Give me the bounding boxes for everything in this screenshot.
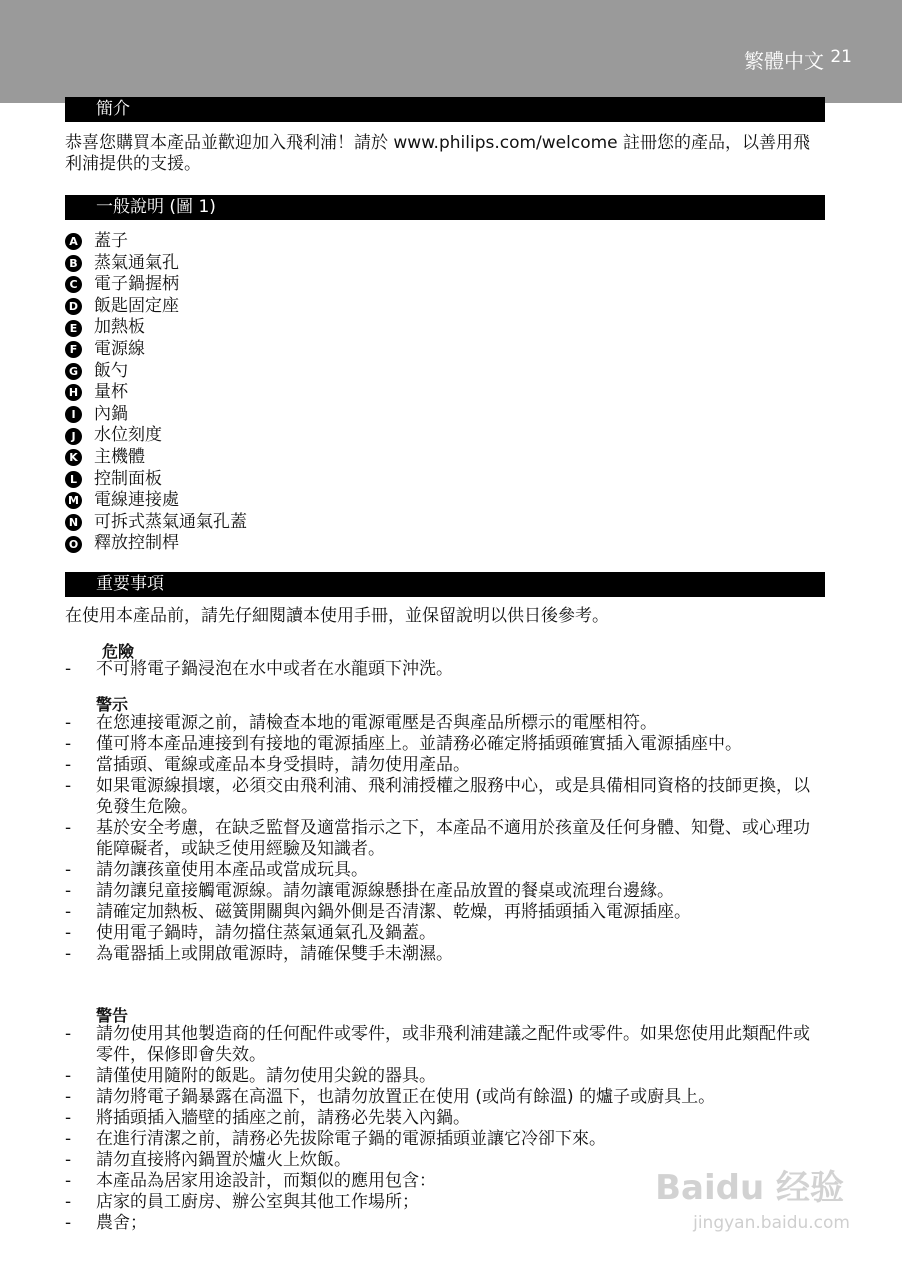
part-item (65, 469, 247, 491)
bullet-dash: - (65, 1087, 72, 1107)
bullet-text: 使用電子鍋時，請勿擋住蒸氣通氣孔及鍋蓋。 (96, 923, 436, 943)
part-label: 控制面板 (94, 468, 162, 489)
bullet-dash: - (65, 1171, 72, 1191)
bullet-text: 僅可將本產品連接到有接地的電源插座上。並請務必確定將插頭確實插入電源插座中。 (96, 734, 742, 754)
part-item (65, 404, 247, 426)
part-label: 內鍋 (94, 403, 128, 424)
part-label: 電子鍋握柄 (94, 274, 179, 295)
bullet-item (65, 818, 825, 860)
part-label: 電線連接處 (94, 490, 179, 511)
watermark-logo: Baidu 经验 (655, 1168, 844, 1208)
bullet-text: 店家的員工廚房、辦公室與其他工作場所； (96, 1192, 419, 1212)
part-label: 飯勺 (94, 360, 128, 381)
bullet-dash: - (65, 755, 72, 775)
part-label: 電源線 (94, 338, 145, 359)
part-item (65, 382, 247, 404)
part-label: 量杯 (94, 382, 128, 403)
bullet-dash: - (65, 659, 72, 679)
part-letter-badge: H (65, 384, 82, 401)
bullet-text: 在進行清潔之前，請務必先拔除電子鍋的電源插頭並讓它冷卻下來。 (96, 1129, 606, 1149)
part-letter-badge: M (65, 492, 82, 509)
bullet-text: 請勿直接將內鍋置於爐火上炊飯。 (96, 1150, 351, 1170)
section-heading-intro: 簡介 (65, 97, 825, 122)
important-intro: 在使用本產品前，請先仔細閱讀本使用手冊，並保留說明以供日後參考。 (65, 606, 609, 626)
part-label: 可拆式蒸氣通氣孔蓋 (94, 511, 247, 532)
bullet-dash: - (65, 1192, 72, 1212)
part-item (65, 512, 247, 534)
part-letter-badge: D (65, 298, 82, 315)
bullet-dash: - (65, 1129, 72, 1149)
bullet-text: 將插頭插入牆壁的插座之前，請務必先裝入內鍋。 (96, 1108, 470, 1128)
bullet-dash: - (65, 713, 72, 733)
part-item (65, 447, 247, 469)
part-label: 飯匙固定座 (94, 295, 179, 316)
part-item (65, 339, 247, 361)
part-item (65, 490, 247, 512)
bullet-dash: - (65, 1066, 72, 1086)
watermark-url: jingyan.baidu.com (693, 1213, 850, 1233)
bullet-dash: - (65, 776, 72, 796)
bullet-dash: - (65, 944, 72, 964)
bullet-text: 請僅使用隨附的飯匙。請勿使用尖銳的器具。 (96, 1066, 436, 1086)
part-letter-badge: I (65, 406, 82, 423)
part-label: 釋放控制桿 (94, 533, 179, 554)
bullet-item (65, 881, 825, 902)
danger-heading: 危險 (102, 642, 135, 661)
bullet-text: 當插頭、電線或產品本身受損時，請勿使用產品。 (96, 755, 470, 775)
bullet-item (65, 776, 825, 818)
part-label: 蓋子 (94, 231, 128, 251)
part-letter-badge: N (65, 514, 82, 531)
bullet-dash: - (65, 818, 72, 838)
bullet-dash: - (65, 1108, 72, 1128)
part-label: 蒸氣通氣孔 (94, 252, 179, 273)
part-letter-badge: B (65, 255, 82, 272)
part-item (65, 231, 247, 253)
bullet-item (65, 659, 825, 680)
bullet-item (65, 755, 825, 776)
language-label: 繁體中文 (744, 49, 824, 73)
bullet-dash: - (65, 1024, 72, 1044)
bullet-dash: - (65, 881, 72, 901)
bullet-item (65, 1087, 825, 1108)
bullet-item (65, 713, 825, 734)
bullet-text: 請勿讓孩童使用本產品或當成玩具。 (96, 860, 368, 880)
part-letter-badge: F (65, 341, 82, 358)
warning-heading: 警示 (96, 695, 129, 714)
bullet-text: 本產品為居家用途設計，而類似的應用包含： (96, 1171, 436, 1191)
part-letter-badge: J (65, 428, 82, 445)
part-letter-badge: L (65, 471, 82, 488)
bullet-text: 農舍； (96, 1213, 147, 1233)
part-label: 主機體 (94, 446, 145, 467)
bullet-item (65, 923, 825, 944)
parts-list (65, 231, 247, 555)
part-label: 水位刻度 (94, 425, 162, 446)
bullet-dash: - (65, 734, 72, 754)
part-label: 加熱板 (94, 317, 145, 338)
caution-heading: 警告 (96, 1006, 129, 1025)
bullet-item (65, 860, 825, 881)
bullet-dash: - (65, 902, 72, 922)
bullet-dash: - (65, 1213, 72, 1233)
bullet-text: 如果電源線損壞，必須交由飛利浦、飛利浦授權之服務中心，或是具備相同資格的技師更換，以免發生危險。 (96, 776, 810, 817)
bullet-item (65, 944, 825, 965)
bullet-item (65, 1108, 825, 1129)
bullet-text: 請確定加熱板、磁簧開關與內鍋外側是否清潔、乾燥，再將插頭插入電源插座。 (96, 902, 691, 922)
part-item (65, 533, 247, 555)
bullet-text: 在您連接電源之前，請檢查本地的電源電壓是否與產品所標示的電壓相符。 (96, 713, 657, 733)
bullet-item (65, 734, 825, 755)
bullet-text: 請勿將電子鍋暴露在高溫下，也請勿放置正在使用 (或尚有餘溫) 的爐子或廚具上。 (96, 1087, 716, 1107)
bullet-text: 請勿讓兒童接觸電源線。請勿讓電源線懸掛在產品放置的餐桌或流理台邊緣。 (96, 881, 674, 901)
part-item (65, 361, 247, 383)
bullet-item (65, 1129, 825, 1150)
part-letter-badge: A (65, 233, 82, 250)
part-letter-badge: C (65, 276, 82, 293)
intro-paragraph: 恭喜您購買本產品並歡迎加入飛利浦！請於 www.philips.com/welcome 註冊您的產品，以善用飛利浦提供的支援。 (65, 133, 811, 174)
bullet-dash: - (65, 860, 72, 880)
section-heading-important: 重要事項 (65, 572, 825, 597)
section-heading-general: 一般說明 (圖 1) (65, 195, 825, 220)
part-item (65, 253, 247, 275)
bullet-dash: - (65, 923, 72, 943)
part-item (65, 296, 247, 318)
bullet-text: 為電器插上或開啟電源時，請確保雙手未潮濕。 (96, 944, 453, 964)
bullet-item (65, 1024, 825, 1066)
part-letter-badge: E (65, 320, 82, 337)
part-letter-badge: O (65, 536, 82, 553)
part-item (65, 425, 247, 447)
part-item (65, 317, 247, 339)
bullet-text: 請勿使用其他製造商的任何配件或零件，或非飛利浦建議之配件或零件。如果您使用此類配件或零件，保修即會失效。 (96, 1024, 810, 1065)
bullet-item (65, 1066, 825, 1087)
bullet-dash: - (65, 1150, 72, 1170)
bullet-text: 基於安全考慮，在缺乏監督及適當指示之下，本產品不適用於孩童及任何身體、知覺、或心理功能障礙者，或缺乏使用經驗及知識者。 (96, 818, 810, 859)
part-letter-badge: K (65, 449, 82, 466)
warning-list (65, 713, 825, 965)
danger-list (65, 659, 825, 680)
part-item (65, 274, 247, 296)
bullet-item (65, 902, 825, 923)
part-letter-badge: G (65, 363, 82, 380)
page-number: 21 (830, 47, 852, 67)
bullet-text: 不可將電子鍋浸泡在水中或者在水龍頭下沖洗。 (96, 659, 453, 679)
